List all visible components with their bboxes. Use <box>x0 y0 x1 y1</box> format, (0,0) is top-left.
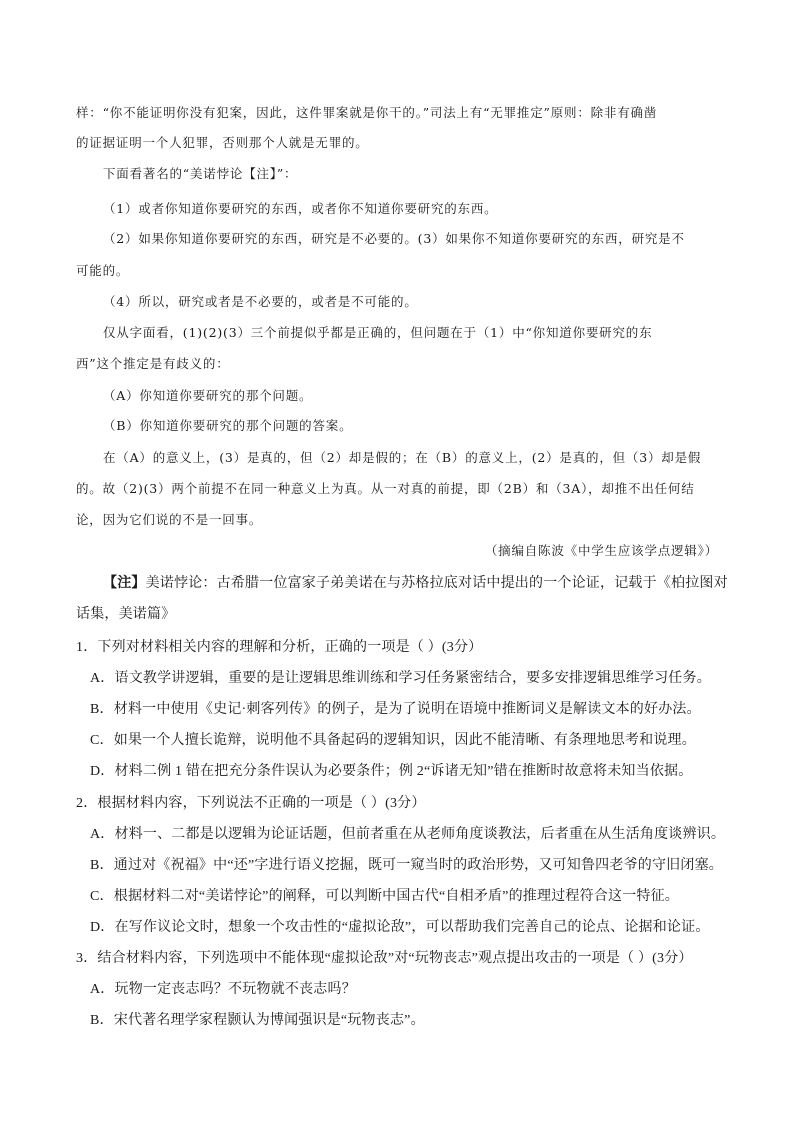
question-1-stem: 1．下列对材料相关内容的理解和分析，正确的一项是（ ）(3分） <box>76 640 483 655</box>
question-2-option-c: C．根据材料二对“美诺悖论”的阐释，可以判断中国古代“自相矛盾”的推理过程符合这一特征。 <box>90 889 679 904</box>
question-1-option-a: A．语文教学讲逻辑，重要的是让逻辑思维训练和学习任务紧密结合，要多安排逻辑思维学习任务。 <box>90 671 711 686</box>
passage-line-9: 西”这个推定是有歧义的： <box>76 356 230 371</box>
passage-line-7: （4）所以，研究或者是不必要的，或者是不可能的。 <box>103 294 418 309</box>
question-1-option-c: C．如果一个人擅长诡辩，说明他不具备起码的逻辑知识，因此不能清晰、有条理地思考和说理。 <box>90 733 696 748</box>
passage-line-10: （A）你知道你要研究的那个问题。 <box>103 388 313 403</box>
passage-source: （摘编自陈波《中学生应该学点逻辑》） <box>484 543 718 558</box>
passage-line-14: 论，因为它们说的不是一回事。 <box>76 512 263 527</box>
passage-line-3: 下面看著名的“美诺悖论【注】”： <box>103 166 298 181</box>
note-line-1 <box>103 572 728 592</box>
question-3-option-a: A．玩物一定丧志吗？不玩物就不丧志吗？ <box>90 982 356 997</box>
question-2-option-b: B．通过对《祝福》中“还”字进行语义挖掘，既可一窥当时的政治形势，又可知鲁四老爷的守旧闭塞。 <box>90 858 723 873</box>
question-3-stem: 3．结合材料内容，下列选项中不能体现“虚拟论敌”对“玩物丧志”观点提出攻击的一项是（ ）(3分） <box>76 951 693 966</box>
question-2-option-d: D．在写作议论文时，想象一个攻击性的“虚拟论敌”，可以帮助我们完善自己的论点、论据和论证。 <box>90 920 710 935</box>
note-line-2: 话集，美诺篇》 <box>76 607 176 622</box>
passage-line-2: 的证据证明一个人犯罪，否则那个人就是无罪的。 <box>76 135 369 150</box>
note-tag: 【注】 <box>103 576 146 591</box>
question-2-option-a: A．材料一、二都是以逻辑为论证话题，但前者重在从老师角度谈教法，后者重在从生活角度谈辨识。 <box>90 827 726 842</box>
passage-line-13: 的。故（2)(3）两个前提不在同一种意义上为真。从一对真的前提，即（2B）和（3A），却推不出任何结 <box>76 481 695 496</box>
question-1-option-b: B．材料一中使用《史记·刺客列传》的例子，是为了说明在语境中推断词义是解读文本的好办法。 <box>90 702 701 717</box>
passage-line-8: 仅从字面看，(1)(2)(3）三个前提似乎都是正确的，但问题在于（1）中“你知道你要研究的东 <box>103 325 653 340</box>
note-text: 美诺悖论：古希腊一位富家子弟美诺在与苏格拉底对话中提出的一个论证，记载于《柏拉图对 <box>145 576 728 591</box>
question-2-stem: 2．根据材料内容，下列说法不正确的一项是（ ）(3分） <box>76 796 426 811</box>
passage-line-1: 样：“你不能证明你没有犯案，因此，这件罪案就是你干的。”司法上有“无罪推定”原则：除非有确凿 <box>76 105 658 120</box>
passage-line-6: 可能的。 <box>76 263 130 278</box>
passage-line-11: （B）你知道你要研究的那个问题的答案。 <box>103 418 353 433</box>
passage-line-4: （1）或者你知道你要研究的东西，或者你不知道你要研究的东西。 <box>103 201 498 216</box>
passage-line-5: （2）如果你知道你要研究的东西，研究是不必要的。(3）如果你不知道你要研究的东西，研究是不 <box>103 231 685 246</box>
question-3-option-b: B．宋代著名理学家程颢认为博闻强识是“玩物丧志”。 <box>90 1013 425 1028</box>
question-1-option-d: D．材料二例 1 错在把充分条件误认为必要条件；例 2“诉诸无知”错在推断时故意将未知当依据。 <box>90 764 693 779</box>
passage-line-12: 在（A）的意义上，(3）是真的，但（2）却是假的；在（B）的意义上，(2）是真的，但（3）却是假 <box>103 450 702 465</box>
